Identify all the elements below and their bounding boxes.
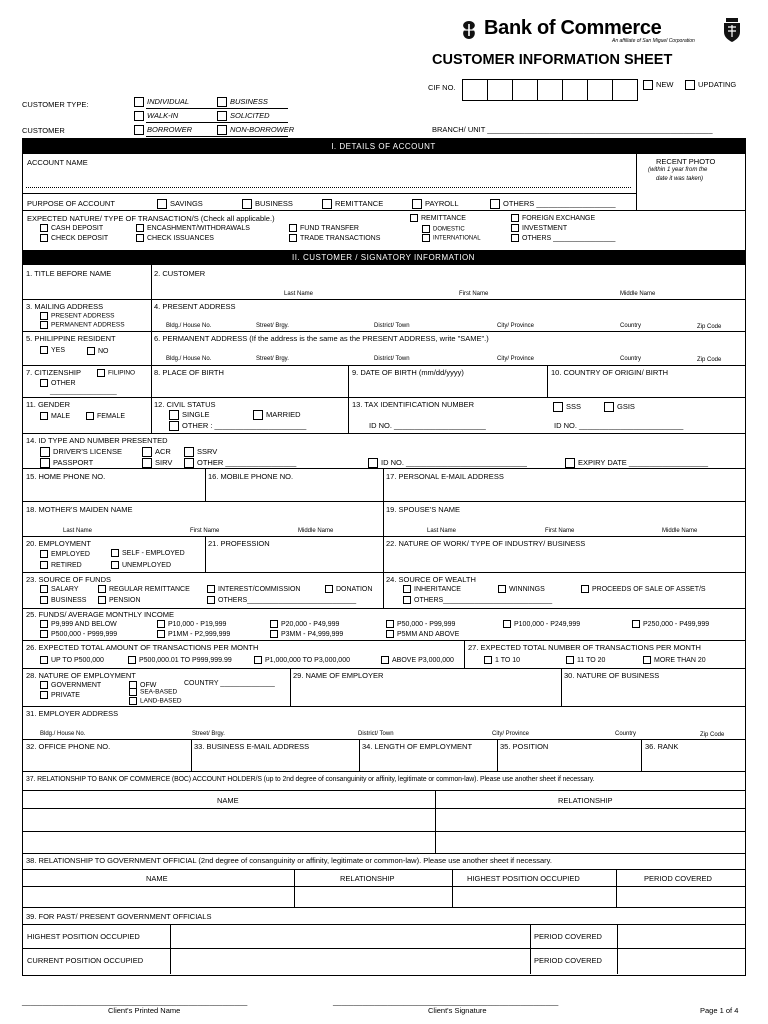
tin-id-no[interactable]: ID NO. ______________________ <box>369 421 486 430</box>
length-employment-label: 34. LENGTH OF EMPLOYMENT <box>362 742 473 751</box>
id-type-label: 14. ID TYPE AND NUMBER PRESENTED <box>26 436 168 445</box>
funds-business[interactable]: BUSINESS <box>40 596 86 604</box>
number-3[interactable]: MORE THAN 20 <box>643 656 706 664</box>
funds-others[interactable]: OTHERS____________________________ <box>207 596 356 604</box>
signature-label: Client's Signature <box>428 1006 487 1015</box>
updating-checkbox[interactable] <box>685 80 695 90</box>
nature-domestic[interactable]: DOMESTIC <box>422 225 465 233</box>
income-5[interactable]: P100,000 - P249,999 <box>503 620 580 628</box>
section-2-header: II. CUSTOMER / SIGNATORY INFORMATION <box>22 250 745 265</box>
id-other[interactable]: OTHER _________________ <box>184 458 296 468</box>
photo-note-1: (within 1 year from the <box>648 167 708 173</box>
period-covered-label-1: PERIOD COVERED <box>534 932 602 941</box>
ph-resident-label: 5. PHILIPPINE RESIDENT <box>26 334 116 343</box>
place-of-birth-label: 8. PLACE OF BIRTH <box>154 368 224 377</box>
funds-salary[interactable]: SALARY <box>40 585 79 593</box>
nature-trade[interactable]: TRADE TRANSACTIONS <box>289 234 380 242</box>
purpose-business[interactable]: BUSINESS <box>242 199 293 209</box>
period-covered-input-2[interactable] <box>618 949 744 973</box>
id-expiry[interactable]: EXPIRY DATE ___________________ <box>565 458 708 468</box>
photo-note-2: date it was taken) <box>656 176 704 182</box>
new-option[interactable]: NEW <box>643 80 674 90</box>
income-10[interactable]: P5MM AND ABOVE <box>386 630 459 638</box>
wealth-inheritance[interactable]: INHERITANCE <box>403 585 461 593</box>
wealth-others[interactable]: OTHERS____________________________ <box>403 596 552 604</box>
civil-other[interactable]: OTHER : ______________________ <box>169 421 306 431</box>
nature-check-deposit[interactable]: CHECK DEPOSIT <box>40 234 108 242</box>
id-sirv[interactable]: SIRV <box>142 458 172 468</box>
personal-email-label: 17. PERSONAL E-MAIL ADDRESS <box>386 472 504 481</box>
purpose-payroll[interactable]: PAYROLL <box>412 199 459 209</box>
monthly-income-label: 25. FUNDS/ AVERAGE MONTHLY INCOME <box>26 610 174 619</box>
mobile-phone-label: 16. MOBILE PHONE NO. <box>208 472 294 481</box>
type-individual[interactable]: INDIVIDUAL <box>134 97 189 107</box>
employment-label: 20. EMPLOYMENT <box>26 539 92 548</box>
emp-ofw[interactable]: OFW <box>129 681 156 689</box>
expected-number-label: 27. EXPECTED TOTAL NUMBER OF TRANSACTIONS PER MONTH <box>468 643 701 652</box>
nature-of-business-label: 30. NATURE OF BUSINESS <box>564 671 660 680</box>
highest-position-input[interactable] <box>171 925 529 947</box>
resident-no[interactable]: NO <box>87 347 109 355</box>
bank-affiliate: An affiliate of San Miguel Corporation <box>612 38 695 44</box>
income-1[interactable]: P9,999 AND BELOW <box>40 620 117 628</box>
citizenship-other[interactable]: OTHER <box>40 379 76 387</box>
id-number[interactable]: ID NO. _____________________________ <box>368 458 527 468</box>
govt-highest-col: HIGHEST POSITION OCCUPIED <box>467 874 580 883</box>
type-solicited[interactable]: SOLICITED <box>217 111 270 121</box>
type-borrower[interactable]: BORROWER <box>134 125 192 135</box>
number-2[interactable]: 11 TO 20 <box>566 656 605 664</box>
number-1[interactable]: 1 TO 10 <box>484 656 520 664</box>
spouse-name-label: 19. SPOUSE'S NAME <box>386 505 460 514</box>
tin-label: 13. TAX IDENTIFICATION NUMBER <box>352 400 475 409</box>
current-position-input[interactable] <box>171 949 529 973</box>
position-label: 35. POSITION <box>500 742 549 751</box>
ofw-sea-based[interactable]: SEA-BASED <box>129 688 177 696</box>
civil-married[interactable]: MARRIED <box>253 410 301 420</box>
wealth-proceeds[interactable]: PROCEEDS OF SALE OF ASSET/S <box>581 585 706 593</box>
nature-international[interactable]: INTERNATIONAL <box>422 234 481 242</box>
account-name-label: ACCOUNT NAME <box>27 158 88 167</box>
govt-relationship-label: 38. RELATIONSHIP TO GOVERNMENT OFFICIAL (2nd degree of consanguinity or affinity, legitimate or common-law). Please use another sheet if necessary. <box>26 856 552 865</box>
amount-3[interactable]: P1,000,000 TO P3,000,000 <box>254 656 350 664</box>
mailing-present[interactable]: PRESENT ADDRESS <box>40 312 114 320</box>
cif-input[interactable] <box>462 79 638 101</box>
customer-name-label: 2. CUSTOMER <box>154 269 206 278</box>
mailing-permanent[interactable]: PERMANENT ADDRESS <box>40 321 125 329</box>
permanent-address-label: 6. PERMANENT ADDRESS (If the address is the same as the PRESENT ADDRESS, write "SAME".) <box>154 334 489 343</box>
bank-logo-icon <box>458 19 480 41</box>
income-8[interactable]: P1MM - P2,999,999 <box>157 630 230 638</box>
id-ssrv[interactable]: SSRV <box>184 447 217 457</box>
boc-relationship-col: RELATIONSHIP <box>558 796 613 805</box>
new-checkbox[interactable] <box>643 80 653 90</box>
account-name-input[interactable] <box>26 175 631 188</box>
updating-option[interactable]: UPDATING <box>685 80 736 90</box>
purpose-label: PURPOSE OF ACCOUNT <box>27 199 115 208</box>
highest-position-label: HIGHEST POSITION OCCUPIED <box>27 932 140 941</box>
page-number: Page 1 of 4 <box>700 1006 739 1015</box>
resident-yes[interactable]: YES <box>40 346 65 354</box>
purpose-others[interactable]: OTHERS ___________________ <box>490 199 616 209</box>
id-gsis[interactable]: GSIS <box>604 402 635 412</box>
gender-female[interactable]: FEMALE <box>86 412 125 420</box>
ofw-country[interactable]: COUNTRY ______________ <box>184 680 275 687</box>
income-2[interactable]: P10,000 - P19,999 <box>157 620 226 628</box>
form-title: CUSTOMER INFORMATION SHEET <box>432 52 673 68</box>
period-covered-label-2: PERIOD COVERED <box>534 956 602 965</box>
govt-period-col: PERIOD COVERED <box>644 874 712 883</box>
type-walk-in[interactable]: WALK-IN <box>134 111 178 121</box>
crest-icon <box>722 18 742 42</box>
date-of-birth-label: 9. DATE OF BIRTH (mm/dd/yyyy) <box>352 368 464 377</box>
wealth-winnings[interactable]: WINNINGS <box>498 585 545 593</box>
title-before-name-label: 1. TITLE BEFORE NAME <box>26 269 112 278</box>
govt-name-col: NAME <box>146 874 168 883</box>
nature-employment-label: 28. NATURE OF EMPLOYMENT <box>26 671 136 680</box>
type-business[interactable]: BUSINESS <box>217 97 268 107</box>
govt-officials-label: 39. FOR PAST/ PRESENT GOVERNMENT OFFICIALS <box>26 912 212 921</box>
citizenship-label: 7. CITIZENSHIP <box>26 368 82 377</box>
emp-self-employed[interactable]: SELF - EMPLOYED <box>111 549 185 557</box>
nature-cash-deposit[interactable]: CASH DEPOSIT <box>40 224 103 232</box>
funds-donation[interactable]: DONATION <box>325 585 372 593</box>
mailing-address-label: 3. MAILING ADDRESS <box>26 302 104 311</box>
income-7[interactable]: P500,000 - P999,999 <box>40 630 117 638</box>
emp-employed[interactable]: EMPLOYED <box>40 550 90 558</box>
printed-name-label: Client's Printed Name <box>108 1006 181 1015</box>
emp-unemployed[interactable]: UNEMPLOYED <box>111 561 171 569</box>
rank-label: 36. RANK <box>645 742 679 751</box>
amount-4[interactable]: ABOVE P3,000,000 <box>381 656 454 664</box>
amount-2[interactable]: P500,000.01 TO P999,999.99 <box>128 656 232 664</box>
emp-retired[interactable]: RETIRED <box>40 561 82 569</box>
signature-line[interactable]: ______________________________________________________ <box>333 997 559 1006</box>
office-phone-label: 32. OFFICE PHONE NO. <box>26 742 111 751</box>
source-of-wealth-label: 24. SOURCE OF WEALTH <box>386 575 476 584</box>
govt-relationship-col: RELATIONSHIP <box>340 874 395 883</box>
gender-label: 11. GENDER <box>26 400 71 409</box>
id-passport[interactable]: PASSPORT <box>40 458 93 468</box>
current-position-label: CURRENT POSITION OCCUPIED <box>27 956 144 965</box>
present-address-label: 4. PRESENT ADDRESS <box>154 302 236 311</box>
customer-type-label: CUSTOMER TYPE: <box>22 100 89 109</box>
id-drivers-license[interactable]: DRIVER'S LICENSE <box>40 447 122 457</box>
funds-interest[interactable]: INTEREST/COMMISSION <box>207 585 300 593</box>
recent-photo-label: RECENT PHOTO <box>656 157 716 166</box>
mothers-maiden-name-label: 18. MOTHER'S MAIDEN NAME <box>26 505 133 514</box>
business-email-label: 33. BUSINESS E-MAIL ADDRESS <box>194 742 310 751</box>
purpose-remittance[interactable]: REMITTANCE <box>322 199 383 209</box>
income-3[interactable]: P20,000 - P49,999 <box>270 620 339 628</box>
emp-government[interactable]: GOVERNMENT <box>40 681 101 689</box>
boc-row-2[interactable] <box>23 832 744 852</box>
nature-of-work-label: 22. NATURE OF WORK/ TYPE OF INDUSTRY/ BUSINESS <box>386 539 586 548</box>
citizenship-filipino[interactable]: FILIPINO <box>97 369 135 377</box>
home-phone-label: 15. HOME PHONE NO. <box>26 472 106 481</box>
nature-investment[interactable]: INVESTMENT <box>511 224 567 232</box>
nature-encashment[interactable]: ENCASHMENT/WITHDRAWALS <box>136 224 250 232</box>
profession-label: 21. PROFESSION <box>208 539 270 548</box>
nature-foreign-exchange[interactable]: FOREIGN EXCHANGE <box>511 214 595 222</box>
printed-name-line[interactable]: ______________________________________________________ <box>22 997 248 1006</box>
type-non-borrower[interactable]: NON-BORROWER <box>217 125 294 135</box>
govt-row-1[interactable] <box>23 887 744 906</box>
nature-check-issuances[interactable]: CHECK ISSUANCES <box>136 234 214 242</box>
customer-label: CUSTOMER <box>22 126 65 135</box>
nature-label: EXPECTED NATURE/ TYPE OF TRANSACTION/S (Check all applicable.) <box>27 214 275 223</box>
nature-fund-transfer[interactable]: FUND TRANSFER <box>289 224 359 232</box>
emp-private[interactable]: PRIVATE <box>40 691 80 699</box>
bank-name: Bank of Commerce <box>484 17 662 39</box>
funds-remittance[interactable]: REGULAR REMITTANCE <box>98 585 190 593</box>
period-covered-input-1[interactable] <box>618 925 744 947</box>
country-of-origin-label: 10. COUNTRY OF ORIGIN/ BIRTH <box>551 368 669 377</box>
section-1-header: I. DETAILS OF ACCOUNT <box>22 139 745 154</box>
amount-1[interactable]: UP TO P500,000 <box>40 656 104 664</box>
funds-pension[interactable]: PENSION <box>98 596 141 604</box>
id-sss[interactable]: SSS <box>553 402 581 412</box>
expected-amount-label: 26. EXPECTED TOTAL AMOUNT OF TRANSACTIONS PER MONTH <box>26 643 259 652</box>
civil-status-label: 12. CIVIL STATUS <box>154 400 216 409</box>
nature-remittance[interactable]: REMITTANCE <box>410 214 466 222</box>
sss-gsis-id-no[interactable]: ID NO. _________________________ <box>554 421 684 430</box>
income-4[interactable]: P50,000 - P99,999 <box>386 620 455 628</box>
employer-name-label: 29. NAME OF EMPLOYER <box>293 671 384 680</box>
gender-male[interactable]: MALE <box>40 412 70 420</box>
id-acr[interactable]: ACR <box>142 447 171 457</box>
branch-unit-field[interactable]: BRANCH/ UNIT ______________________________________________________ <box>432 125 713 134</box>
boc-name-col: NAME <box>217 796 239 805</box>
income-6[interactable]: P250,000 - P499,999 <box>632 620 709 628</box>
ofw-land-based[interactable]: LAND-BASED <box>129 697 182 705</box>
purpose-savings[interactable]: SAVINGS <box>157 199 203 209</box>
boc-relationship-label: 37. RELATIONSHIP TO BANK OF COMMERCE (BOC) ACCOUNT HOLDER/S (up to 2nd degree of consanguinity or affinity, legitimate or common-law). Please use another sheet if necessary. <box>26 776 595 783</box>
boc-row-1[interactable] <box>23 809 744 831</box>
source-of-funds-label: 23. SOURCE OF FUNDS <box>26 575 112 584</box>
income-9[interactable]: P3MM - P4,999,999 <box>270 630 343 638</box>
civil-single[interactable]: SINGLE <box>169 410 210 420</box>
nature-others[interactable]: OTHERS ________________ <box>511 234 615 242</box>
employer-address-label: 31. EMPLOYER ADDRESS <box>26 709 119 718</box>
cif-label: CIF NO. <box>428 83 456 92</box>
